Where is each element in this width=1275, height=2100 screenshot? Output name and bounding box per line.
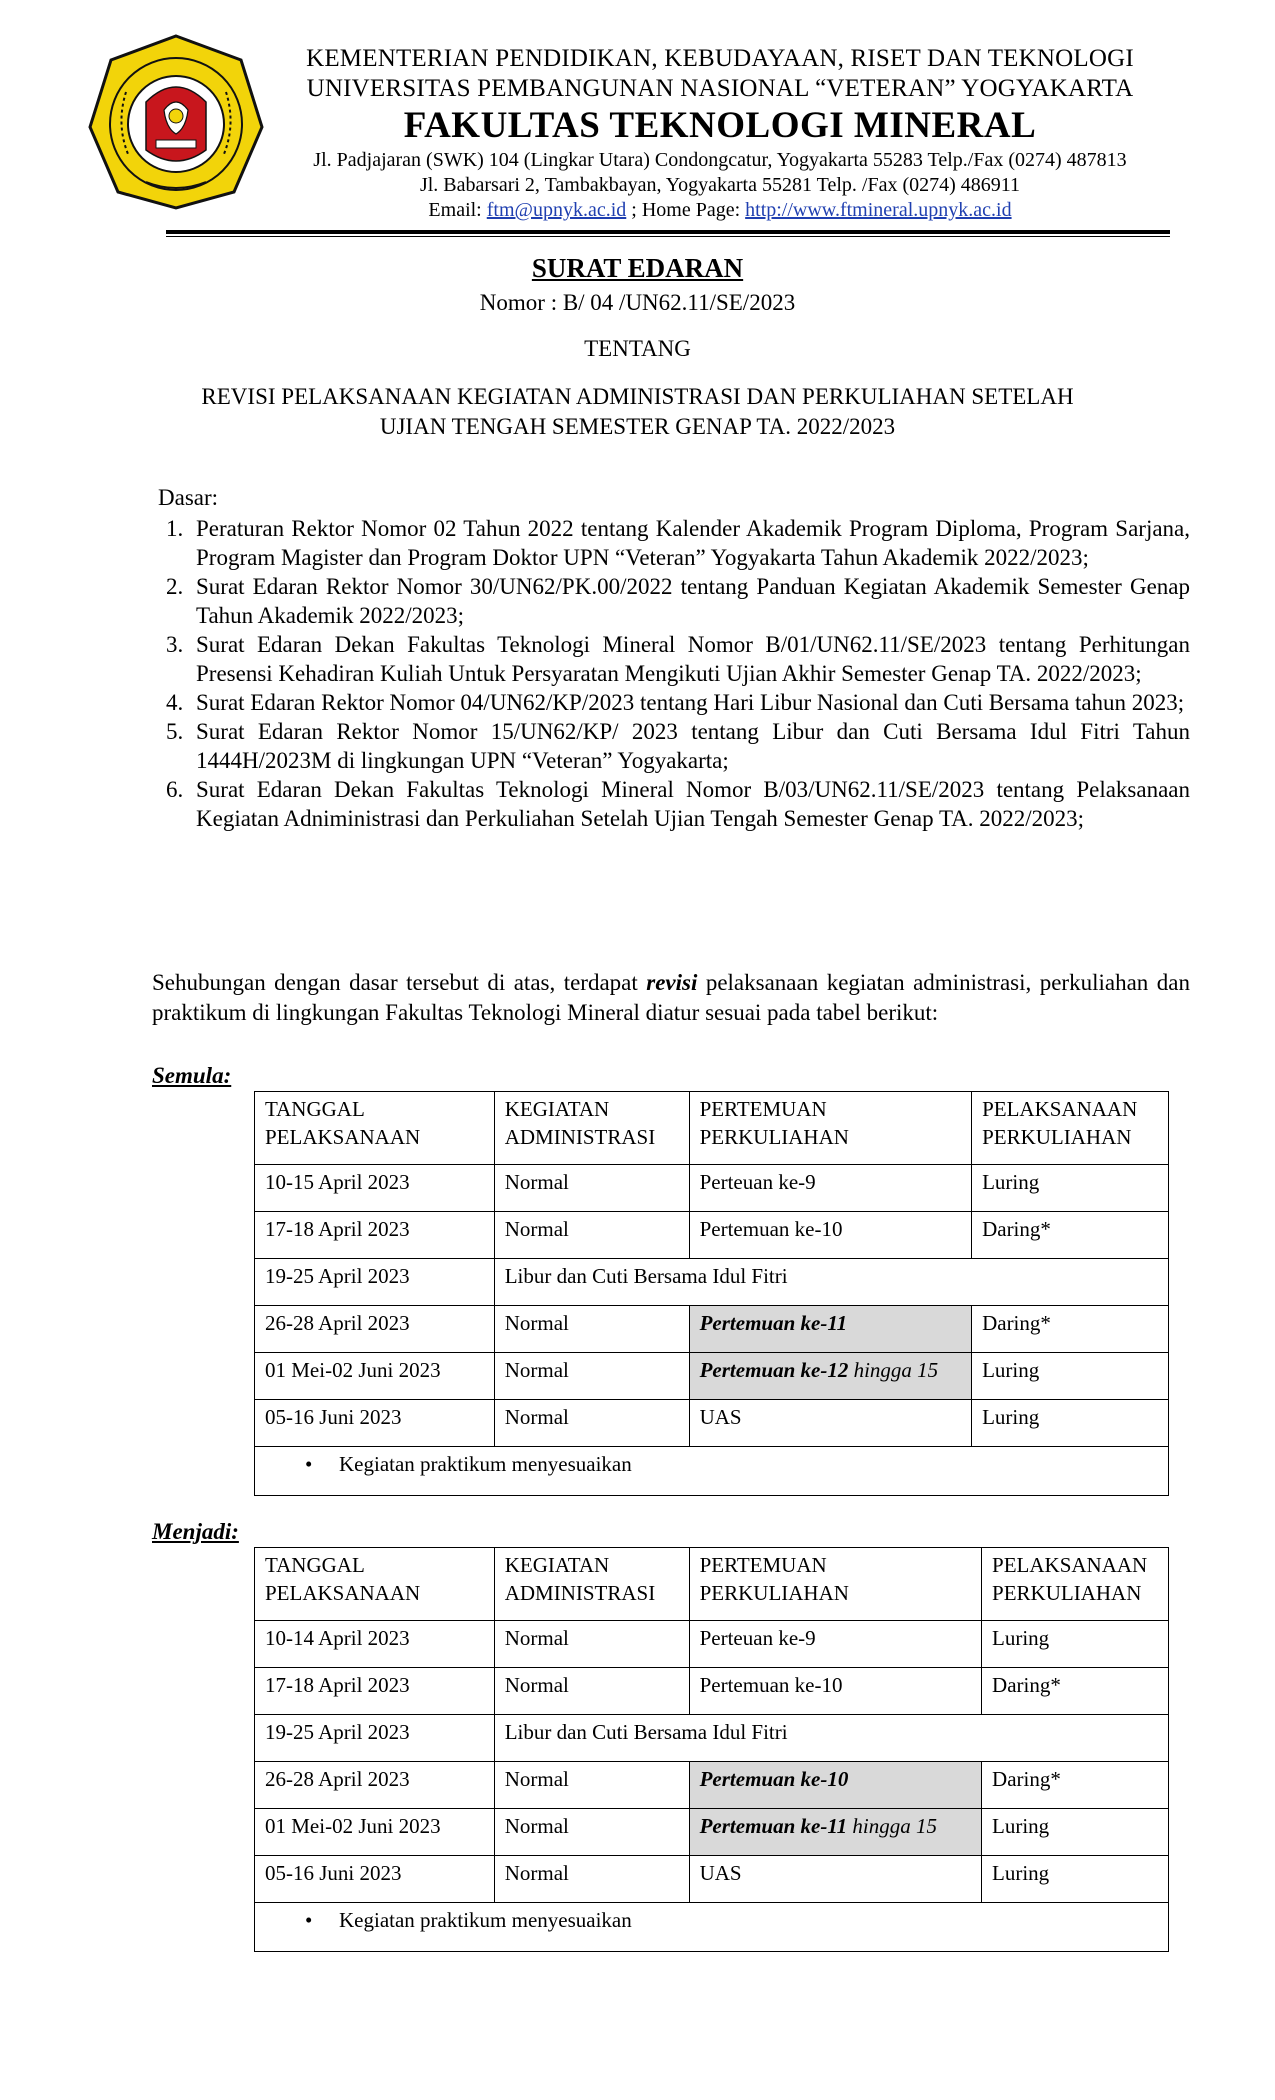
table-note-row	[255, 1447, 1169, 1496]
homepage-label: ; Home Page:	[626, 199, 746, 221]
table-cell: Libur dan Cuti Bersama Idul Fitri	[494, 1715, 1168, 1762]
table-cell-highlighted: Pertemuan ke-10	[689, 1762, 981, 1809]
table-cell-highlighted	[689, 1809, 981, 1856]
table-row	[255, 1353, 1169, 1400]
paragraph-text: Sehubungan dengan dasar tersebut di atas, terdapat	[152, 970, 647, 995]
list-text: Surat Edaran Rektor Nomor 15/UN62/KP/ 2023 tentang Libur dan Cuti Bersama Idul Fitri Tahun 1444H/2023M di lingkungan UPN “Veteran” Yogyakarta;	[196, 719, 1190, 773]
document-number: Nomor : B/ 04 /UN62.11/SE/2023	[479, 290, 796, 315]
table-cell: 17-18 April 2023	[255, 1212, 495, 1259]
table-cell: UAS	[689, 1400, 971, 1447]
faculty-name: FAKULTAS TEKNOLOGI MINERAL	[403, 105, 1037, 146]
homepage-link[interactable]: http://www.ftmineral.upnyk.ac.id	[745, 199, 1012, 221]
table-cell: Libur dan Cuti Bersama Idul Fitri	[494, 1259, 1168, 1306]
table-cell: Normal	[494, 1809, 689, 1856]
letterhead	[250, 44, 1190, 223]
header-cell: TANGGAL PELAKSANAAN	[255, 1548, 495, 1621]
list-text: Surat Edaran Dekan Fakultas Teknologi Mineral Nomor B/03/UN62.11/SE/2023 tentang Pelaksanaan Kegiatan Adniministrasi dan Perkuliahan Setelah Ujian Tengah Semester Genap TA. 2022/2023;	[196, 777, 1190, 831]
table-cell: Normal	[494, 1762, 689, 1809]
table-row	[255, 1621, 1169, 1668]
university-name: UNIVERSITAS PEMBANGUNAN NASIONAL “VETERAN” YOGYAKARTA	[306, 75, 1134, 102]
table-note	[255, 1447, 1169, 1496]
table-header-row	[255, 1092, 1169, 1165]
table-cell: 01 Mei-02 Juni 2023	[255, 1353, 495, 1400]
table-cell: Perteuan ke-9	[689, 1621, 981, 1668]
header-cell: TANGGAL PELAKSANAAN	[255, 1092, 495, 1165]
contact-line	[250, 198, 1190, 223]
intro-paragraph	[152, 968, 1190, 1028]
table-row	[255, 1762, 1169, 1809]
table-cell: 05-16 Juni 2023	[255, 1856, 495, 1903]
table-cell: Normal	[494, 1400, 689, 1447]
document-title: SURAT EDARAN	[531, 253, 744, 283]
bullet-icon: •	[305, 1908, 313, 1932]
subject-line-1: REVISI PELAKSANAAN KEGIATAN ADMINISTRASI DAN PERKULIAHAN SETELAH	[201, 384, 1074, 409]
note-text: Kegiatan praktikum menyesuaikan	[339, 1908, 632, 1932]
table-cell: 05-16 Juni 2023	[255, 1400, 495, 1447]
table-cell: Normal	[494, 1621, 689, 1668]
table-header-row	[255, 1548, 1169, 1621]
email-label: Email:	[428, 199, 487, 221]
about-label: TENTANG	[584, 336, 691, 361]
table-cell: 17-18 April 2023	[255, 1668, 495, 1715]
cell-text: Pertemuan ke-11	[699, 1814, 848, 1838]
list-text: Peraturan Rektor Nomor 02 Tahun 2022 tentang Kalender Akademik Program Diploma, Program Sarjana, Program Magister dan Program Doktor UPN “Veteran” Yogyakarta Tahun Akademik 2022/2023;	[196, 516, 1190, 570]
menjadi-table	[254, 1547, 1169, 1952]
list-item	[160, 572, 1190, 630]
table-cell: Daring*	[982, 1762, 1169, 1809]
dasar-list	[160, 514, 1190, 833]
list-number: 6.	[166, 777, 184, 802]
table-row	[255, 1259, 1169, 1306]
note-text: Kegiatan praktikum menyesuaikan	[339, 1452, 632, 1476]
table-cell: Normal	[494, 1668, 689, 1715]
table-cell: Perteuan ke-9	[689, 1165, 971, 1212]
header-cell: PERTEMUAN PERKULIAHAN	[689, 1092, 971, 1165]
header-cell: KEGIATAN ADMINISTRASI	[494, 1092, 689, 1165]
bullet-icon: •	[305, 1452, 313, 1476]
table-row	[255, 1400, 1169, 1447]
list-number: 4.	[166, 690, 184, 715]
table-cell: Daring*	[972, 1306, 1169, 1353]
header-cell: PELAKSANAAN PERKULIAHAN	[982, 1548, 1169, 1621]
table-cell: Luring	[982, 1621, 1169, 1668]
letterhead-divider-thin	[166, 236, 1170, 237]
table-cell: 01 Mei-02 Juni 2023	[255, 1809, 495, 1856]
table-row	[255, 1809, 1169, 1856]
table-cell: Normal	[494, 1306, 689, 1353]
table-cell: Luring	[972, 1400, 1169, 1447]
dasar-label: Dasar:	[158, 485, 219, 510]
header-cell: KEGIATAN ADMINISTRASI	[494, 1548, 689, 1621]
email-link[interactable]: ftm@upnyk.ac.id	[486, 199, 627, 221]
semula-label: Semula:	[152, 1063, 232, 1088]
menjadi-label: Menjadi:	[152, 1519, 239, 1544]
paragraph-emphasis: revisi	[646, 970, 698, 995]
table-row	[255, 1668, 1169, 1715]
table-cell: Daring*	[982, 1668, 1169, 1715]
table-row	[255, 1165, 1169, 1212]
table-cell-highlighted: Pertemuan ke-11	[689, 1306, 971, 1353]
paragraph-text: pelaksanaan kegiatan administrasi, perkuliahan dan praktikum di lingkungan Fakultas Teknologi Mineral diatur sesuai pada tabel berikut:	[152, 970, 1190, 1025]
table-cell: Daring*	[972, 1212, 1169, 1259]
list-item	[160, 775, 1190, 833]
table-cell: Pertemuan ke-10	[689, 1668, 981, 1715]
table-row	[255, 1715, 1169, 1762]
list-text: Surat Edaran Dekan Fakultas Teknologi Mineral Nomor B/01/UN62.11/SE/2023 tentang Perhitungan Presensi Kehadiran Kuliah Untuk Persyaratan Mengikuti Ujian Akhir Semester Genap TA. 2022/2023;	[196, 632, 1190, 686]
table-note-row	[255, 1903, 1169, 1952]
list-text: Surat Edaran Rektor Nomor 04/UN62/KP/2023 tentang Hari Libur Nasional dan Cuti Bersama tahun 2023;	[196, 690, 1185, 715]
list-item	[160, 717, 1190, 775]
list-number: 2.	[166, 574, 184, 599]
table-cell: 19-25 April 2023	[255, 1715, 495, 1762]
table-cell: 19-25 April 2023	[255, 1259, 495, 1306]
address-line-1: Jl. Padjajaran (SWK) 104 (Lingkar Utara) Condongcatur, Yogyakarta 55283 Telp./Fax (0274) 487813	[313, 149, 1127, 171]
document-subject	[0, 382, 1275, 442]
table-cell: 26-28 April 2023	[255, 1762, 495, 1809]
subject-line-2: UJIAN TENGAH SEMESTER GENAP TA. 2022/2023	[379, 414, 896, 439]
ministry-name: KEMENTERIAN PENDIDIKAN, KEBUDAYAAN, RISET DAN TEKNOLOGI	[306, 45, 1134, 72]
list-number: 3.	[166, 632, 184, 657]
list-number: 5.	[166, 719, 184, 744]
header-cell: PELAKSANAAN PERKULIAHAN	[972, 1092, 1169, 1165]
table-cell: Luring	[982, 1856, 1169, 1903]
table-cell: 10-14 April 2023	[255, 1621, 495, 1668]
list-item	[160, 630, 1190, 688]
table-row	[255, 1306, 1169, 1353]
table-cell: Normal	[494, 1856, 689, 1903]
address-line-2: Jl. Babarsari 2, Tambakbayan, Yogyakarta 55281 Telp. /Fax (0274) 486911	[419, 174, 1021, 196]
cell-text: hingga 15	[847, 1814, 938, 1838]
university-logo-icon	[86, 32, 266, 212]
table-cell: Normal	[494, 1165, 689, 1212]
table-cell: 26-28 April 2023	[255, 1306, 495, 1353]
header-cell: PERTEMUAN PERKULIAHAN	[689, 1548, 981, 1621]
table-cell: 10-15 April 2023	[255, 1165, 495, 1212]
table-cell: Luring	[972, 1165, 1169, 1212]
table-row	[255, 1856, 1169, 1903]
table-cell: Luring	[982, 1809, 1169, 1856]
table-cell: Normal	[494, 1353, 689, 1400]
cell-text: Pertemuan ke-12	[699, 1358, 849, 1382]
table-cell-highlighted	[689, 1353, 971, 1400]
letterhead-divider-thick	[166, 230, 1170, 234]
list-item	[160, 514, 1190, 572]
table-cell: UAS	[689, 1856, 981, 1903]
table-cell: Normal	[494, 1212, 689, 1259]
table-note	[255, 1903, 1169, 1952]
list-text: Surat Edaran Rektor Nomor 30/UN62/PK.00/2022 tentang Panduan Kegiatan Akademik Semester Genap Tahun Akademik 2022/2023;	[196, 574, 1190, 628]
table-row	[255, 1212, 1169, 1259]
table-cell: Pertemuan ke-10	[689, 1212, 971, 1259]
list-item	[160, 688, 1190, 717]
semula-table	[254, 1091, 1169, 1496]
list-number: 1.	[166, 516, 184, 541]
table-cell: Luring	[972, 1353, 1169, 1400]
cell-text: hingga 15	[848, 1358, 939, 1382]
